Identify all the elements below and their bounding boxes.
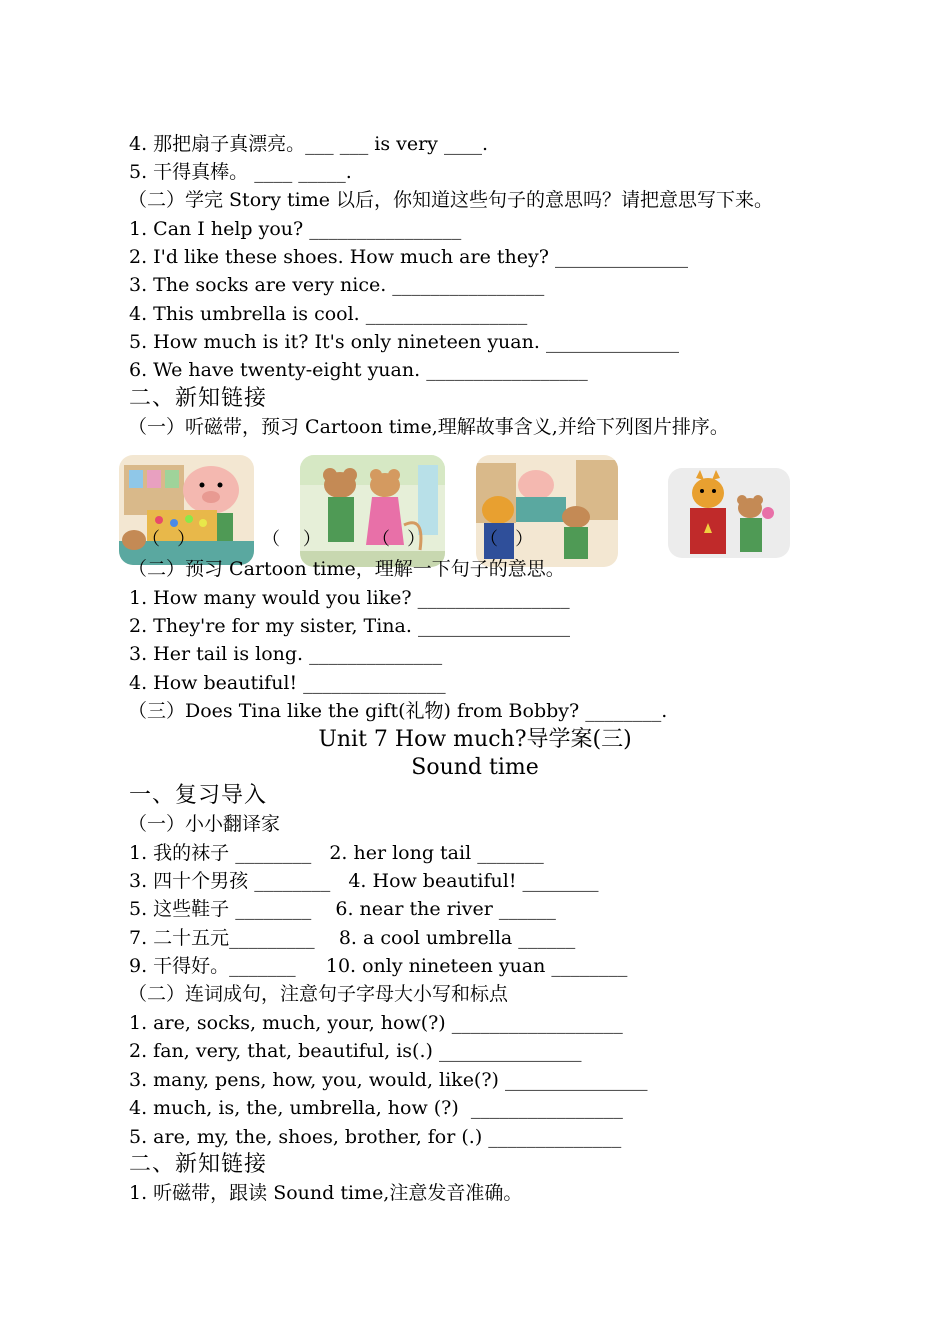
translation-line: 1. 我的袜子 ________ 2. her long tail _______ <box>129 842 544 864</box>
fill-line-well-done: 5. 干得真棒。 ____ _____. <box>129 161 352 183</box>
question-line: 3. Her tail is long. ______________ <box>129 643 443 665</box>
translation-line: 9. 干得好。_______ 10. only nineteen yuan ________ <box>129 955 628 977</box>
question-line: 6. We have twenty-eight yuan. _________________ <box>129 359 588 381</box>
question-line: 2. I'd like these shoes. How much are they? ______________ <box>129 246 688 268</box>
cartoon-picture-mice-street <box>300 455 445 567</box>
question-line: 1. How many would you like? ________________ <box>129 587 570 609</box>
order-blank-2[interactable]: （ ） <box>262 529 321 550</box>
section-heading: 二、新知链接 <box>129 1152 268 1177</box>
instruction-line: 1. 听磁带，跟读 Sound time,注意发音准确。 <box>129 1182 523 1204</box>
question-line: 1. Can I help you? ________________ <box>129 218 462 240</box>
tiger-mouse-illustration <box>668 468 790 558</box>
order-blank-1[interactable]: （ ） <box>142 529 196 550</box>
tiger-shop-illustration <box>476 455 618 567</box>
question-line: 4. This umbrella is cool. _________________ <box>129 303 528 325</box>
mice-street-illustration <box>300 455 445 567</box>
section-instruction: （二）学完 Story time 以后，你知道这些句子的意思吗？请把意思写下来。 <box>128 189 773 211</box>
fill-line-fan: 4. 那把扇子真漂亮。___ ___ is very ____. <box>129 133 488 155</box>
sentence-line: 2. fan, very, that, beautiful, is(.) _______________ <box>129 1040 582 1062</box>
section-heading: 一、复习导入 <box>129 783 268 808</box>
translation-line: 3. 四十个男孩 ________ 4. How beautiful! ________ <box>129 870 599 892</box>
sentence-line: 4. much, is, the, umbrella, how (?) ________________ <box>129 1097 623 1119</box>
order-blank-4[interactable]: （ ） <box>480 529 534 550</box>
section-instruction: （二）预习 Cartoon time，理解一下句子的意思。 <box>128 558 565 580</box>
question-line: 3. The socks are very nice. ________________ <box>129 274 545 296</box>
cartoon-picture-tiger-shop <box>476 455 618 567</box>
sentence-line: 5. are, my, the, shoes, brother, for (.) ______________ <box>129 1126 622 1148</box>
translation-line: 7. 二十五元_________ 8. a cool umbrella ______ <box>129 927 576 949</box>
section-instruction: （一）听磁带，预习 Cartoon time,理解故事含义,并给下列图片排序。 <box>128 416 729 438</box>
order-blank-3[interactable]: （ ） <box>372 529 426 550</box>
question-line: （三）Does Tina like the gift(礼物) from Bobby? ________. <box>128 700 668 722</box>
cartoon-picture-tiger-mouse <box>668 468 790 558</box>
question-line: 5. How much is it? It's only nineteen yuan. ______________ <box>129 331 679 353</box>
question-line: 4. How beautiful! _______________ <box>129 672 446 694</box>
unit-title: Unit 7 How much?导学案(三) <box>318 727 632 752</box>
translation-line: 5. 这些鞋子 ________ 6. near the river ______ <box>129 898 556 920</box>
question-line: 2. They're for my sister, Tina. ________________ <box>129 615 570 637</box>
section-instruction: （一）小小翻译家 <box>128 813 281 835</box>
unit-subtitle: Sound time <box>411 755 539 780</box>
sentence-line: 3. many, pens, how, you, would, like(?) _______________ <box>129 1069 648 1091</box>
section-heading: 二、新知链接 <box>129 386 268 411</box>
section-instruction: （二）连词成句，注意句子字母大小写和标点 <box>128 983 509 1005</box>
sentence-line: 1. are, socks, much, your, how(?) __________________ <box>129 1012 623 1034</box>
